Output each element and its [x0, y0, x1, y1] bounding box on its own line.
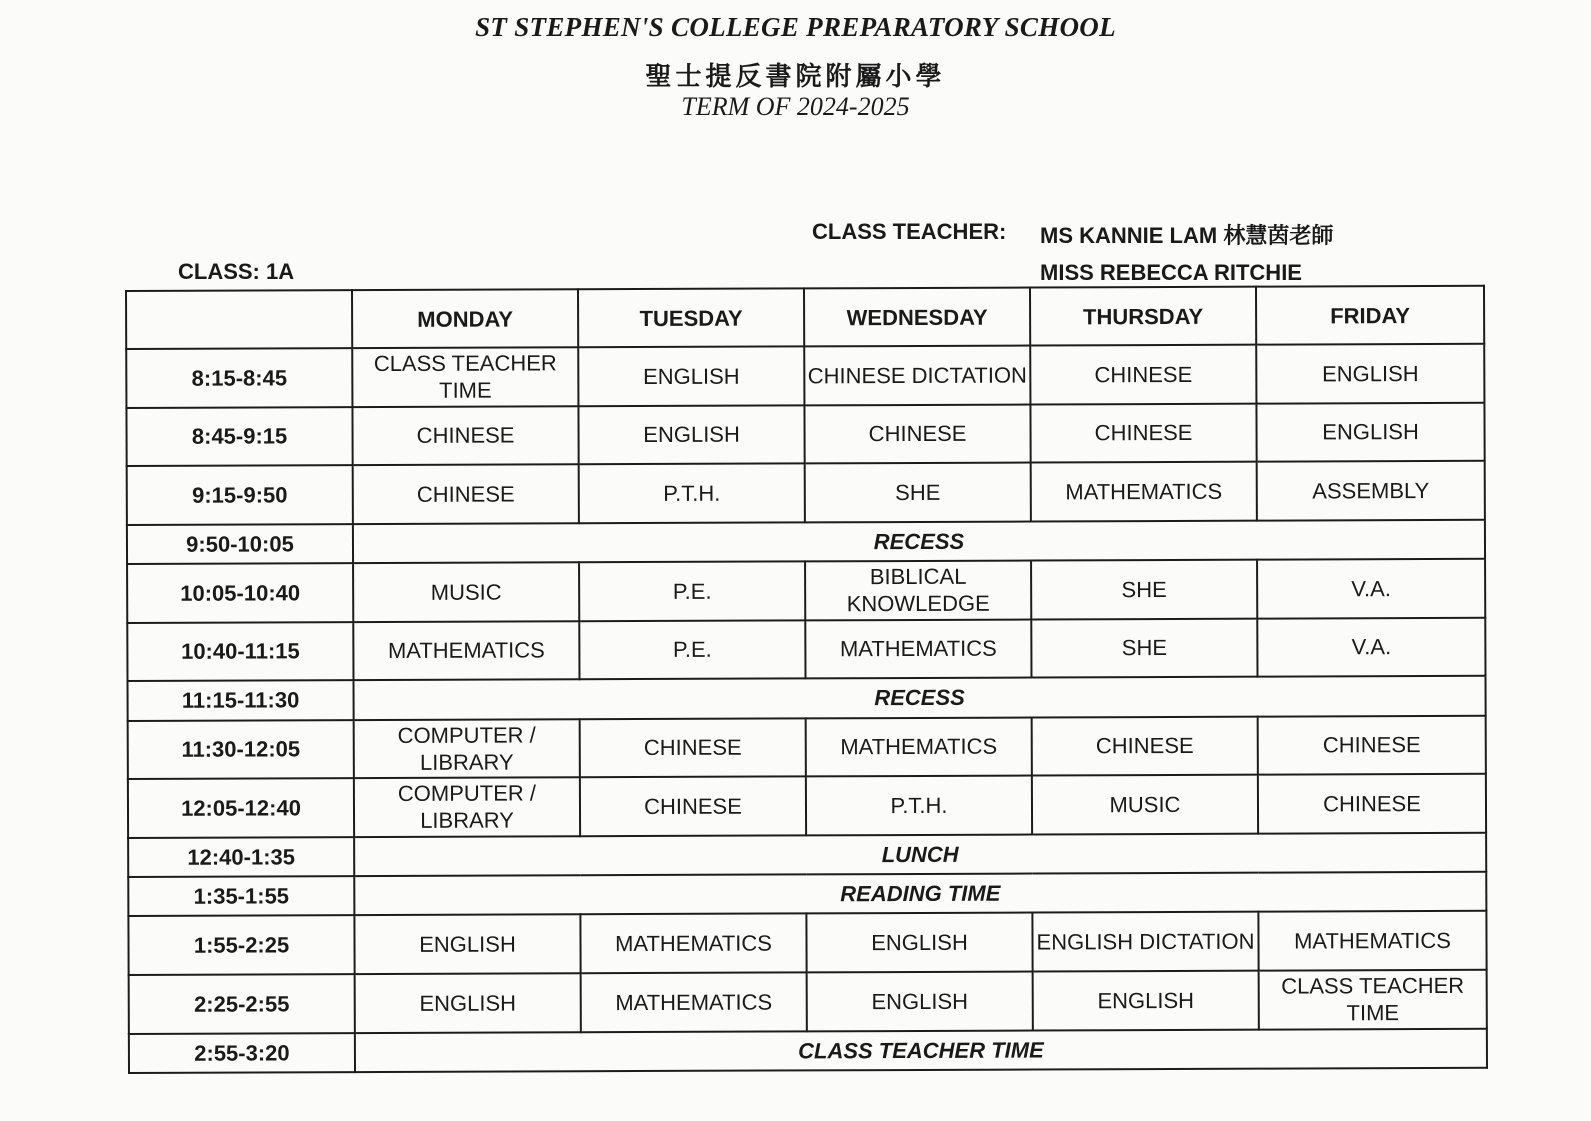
break-row [129, 1028, 1487, 1073]
break-row [128, 676, 1486, 721]
lesson-cell-tuesday: P.E. [579, 620, 805, 679]
lesson-cell-thursday: SHE [1031, 560, 1257, 619]
school-name-chinese: 聖士提反書院附屬小學 [645, 62, 946, 92]
lesson-cell-friday: ENGLISH [1256, 402, 1484, 461]
time-slot: 10:40-11:15 [127, 622, 353, 681]
lesson-cell-friday: ASSEMBLY [1257, 461, 1485, 520]
class-teacher-label: CLASS TEACHER: [812, 219, 1007, 244]
lesson-cell-wednesday: MATHEMATICS [806, 717, 1032, 776]
term-title: TERM OF 2024-2025 [681, 92, 910, 121]
day-header-wednesday: WEDNESDAY [804, 288, 1030, 347]
lesson-cell-tuesday: ENGLISH [578, 346, 804, 405]
lesson-row [127, 617, 1485, 681]
lesson-cell-wednesday: SHE [805, 463, 1031, 522]
lesson-cell-thursday: MATHEMATICS [1031, 462, 1257, 521]
time-slot: 2:25-2:55 [129, 974, 355, 1033]
lesson-row [129, 970, 1487, 1034]
time-slot: 11:30-12:05 [128, 720, 354, 779]
lesson-cell-tuesday: CHINESE [580, 777, 806, 836]
lesson-cell-monday: MUSIC [353, 562, 579, 621]
time-slot: 12:40-1:35 [128, 837, 354, 877]
lesson-cell-tuesday: P.E. [579, 561, 805, 620]
lesson-cell-wednesday: CHINESE DICTATION [804, 346, 1030, 405]
time-slot: 9:50-10:05 [127, 524, 353, 564]
time-slot: 8:15-8:45 [126, 348, 352, 407]
lesson-cell-tuesday: ENGLISH [578, 405, 804, 464]
day-header-friday: FRIDAY [1256, 286, 1484, 345]
lesson-cell-monday: MATHEMATICS [353, 621, 579, 680]
break-label: RECESS [354, 676, 1486, 720]
lesson-cell-friday: CHINESE [1258, 715, 1486, 774]
break-row [128, 872, 1486, 917]
lesson-cell-friday: MATHEMATICS [1258, 911, 1486, 970]
lesson-cell-wednesday: ENGLISH [807, 972, 1033, 1031]
lesson-cell-wednesday: P.T.H. [806, 776, 1032, 835]
class-label: CLASS: 1A [178, 259, 295, 284]
break-label: RECESS [353, 519, 1485, 563]
lesson-row [127, 559, 1485, 623]
lesson-row [128, 715, 1486, 779]
lesson-cell-monday: CHINESE [352, 406, 578, 465]
break-label: READING TIME [354, 872, 1486, 916]
time-slot: 1:35-1:55 [128, 876, 354, 916]
lesson-cell-tuesday: MATHEMATICS [581, 972, 807, 1031]
lesson-cell-monday: COMPUTER / LIBRARY [354, 719, 580, 778]
timetable-header-row [126, 286, 1484, 349]
lesson-cell-thursday: ENGLISH [1033, 971, 1259, 1030]
lesson-cell-friday: V.A. [1257, 617, 1485, 676]
lesson-cell-friday: CHINESE [1258, 774, 1486, 833]
lesson-cell-thursday: MUSIC [1032, 775, 1258, 834]
lesson-cell-thursday: CHINESE [1030, 345, 1256, 404]
lesson-cell-wednesday: CHINESE [804, 404, 1030, 463]
lesson-row [128, 911, 1486, 975]
break-label: CLASS TEACHER TIME [355, 1028, 1487, 1072]
lesson-cell-friday: ENGLISH [1256, 344, 1484, 403]
class-teacher-name-2: MISS REBECCA RITCHIE [1040, 260, 1302, 285]
time-slot: 1:55-2:25 [128, 916, 354, 975]
lesson-cell-monday: COMPUTER / LIBRARY [354, 777, 580, 836]
lesson-row [126, 402, 1484, 466]
time-slot: 9:15-9:50 [127, 465, 353, 524]
lesson-cell-thursday: ENGLISH DICTATION [1032, 912, 1258, 971]
lesson-cell-wednesday: BIBLICAL KNOWLEDGE [805, 561, 1031, 620]
time-slot: 12:05-12:40 [128, 778, 354, 837]
corner-cell [126, 290, 352, 349]
break-row [127, 519, 1485, 564]
break-label: LUNCH [354, 832, 1486, 876]
lesson-cell-thursday: SHE [1031, 618, 1257, 677]
time-slot: 8:45-9:15 [126, 407, 352, 466]
school-name: ST STEPHEN'S COLLEGE PREPARATORY SCHOOL [475, 12, 1116, 42]
lesson-cell-monday: CHINESE [353, 464, 579, 523]
lesson-cell-monday: CLASS TEACHER TIME [352, 347, 578, 406]
lesson-cell-tuesday: MATHEMATICS [580, 914, 806, 973]
timetable-body [126, 344, 1487, 1073]
class-teacher-name-1: MS KANNIE LAM 林慧茵老師 [1040, 223, 1334, 248]
day-header-thursday: THURSDAY [1030, 287, 1256, 346]
lesson-cell-wednesday: MATHEMATICS [805, 619, 1031, 678]
lesson-cell-tuesday: P.T.H. [579, 464, 805, 523]
day-header-tuesday: TUESDAY [578, 288, 804, 347]
lesson-cell-monday: ENGLISH [355, 973, 581, 1032]
lesson-cell-wednesday: ENGLISH [806, 913, 1032, 972]
lesson-row [126, 344, 1484, 408]
lesson-row [127, 461, 1485, 525]
time-slot: 11:15-11:30 [128, 680, 354, 720]
lesson-cell-monday: ENGLISH [354, 915, 580, 974]
lesson-cell-thursday: CHINESE [1032, 716, 1258, 775]
lesson-cell-tuesday: CHINESE [580, 718, 806, 777]
break-row [128, 832, 1486, 877]
time-slot: 2:55-3:20 [129, 1033, 355, 1073]
lesson-cell-thursday: CHINESE [1030, 403, 1256, 462]
lesson-cell-friday: CLASS TEACHER TIME [1259, 970, 1487, 1029]
lesson-cell-friday: V.A. [1257, 559, 1485, 618]
timetable [125, 285, 1488, 1074]
day-header-monday: MONDAY [352, 289, 578, 348]
time-slot: 10:05-10:40 [127, 563, 353, 622]
lesson-row [128, 774, 1486, 838]
